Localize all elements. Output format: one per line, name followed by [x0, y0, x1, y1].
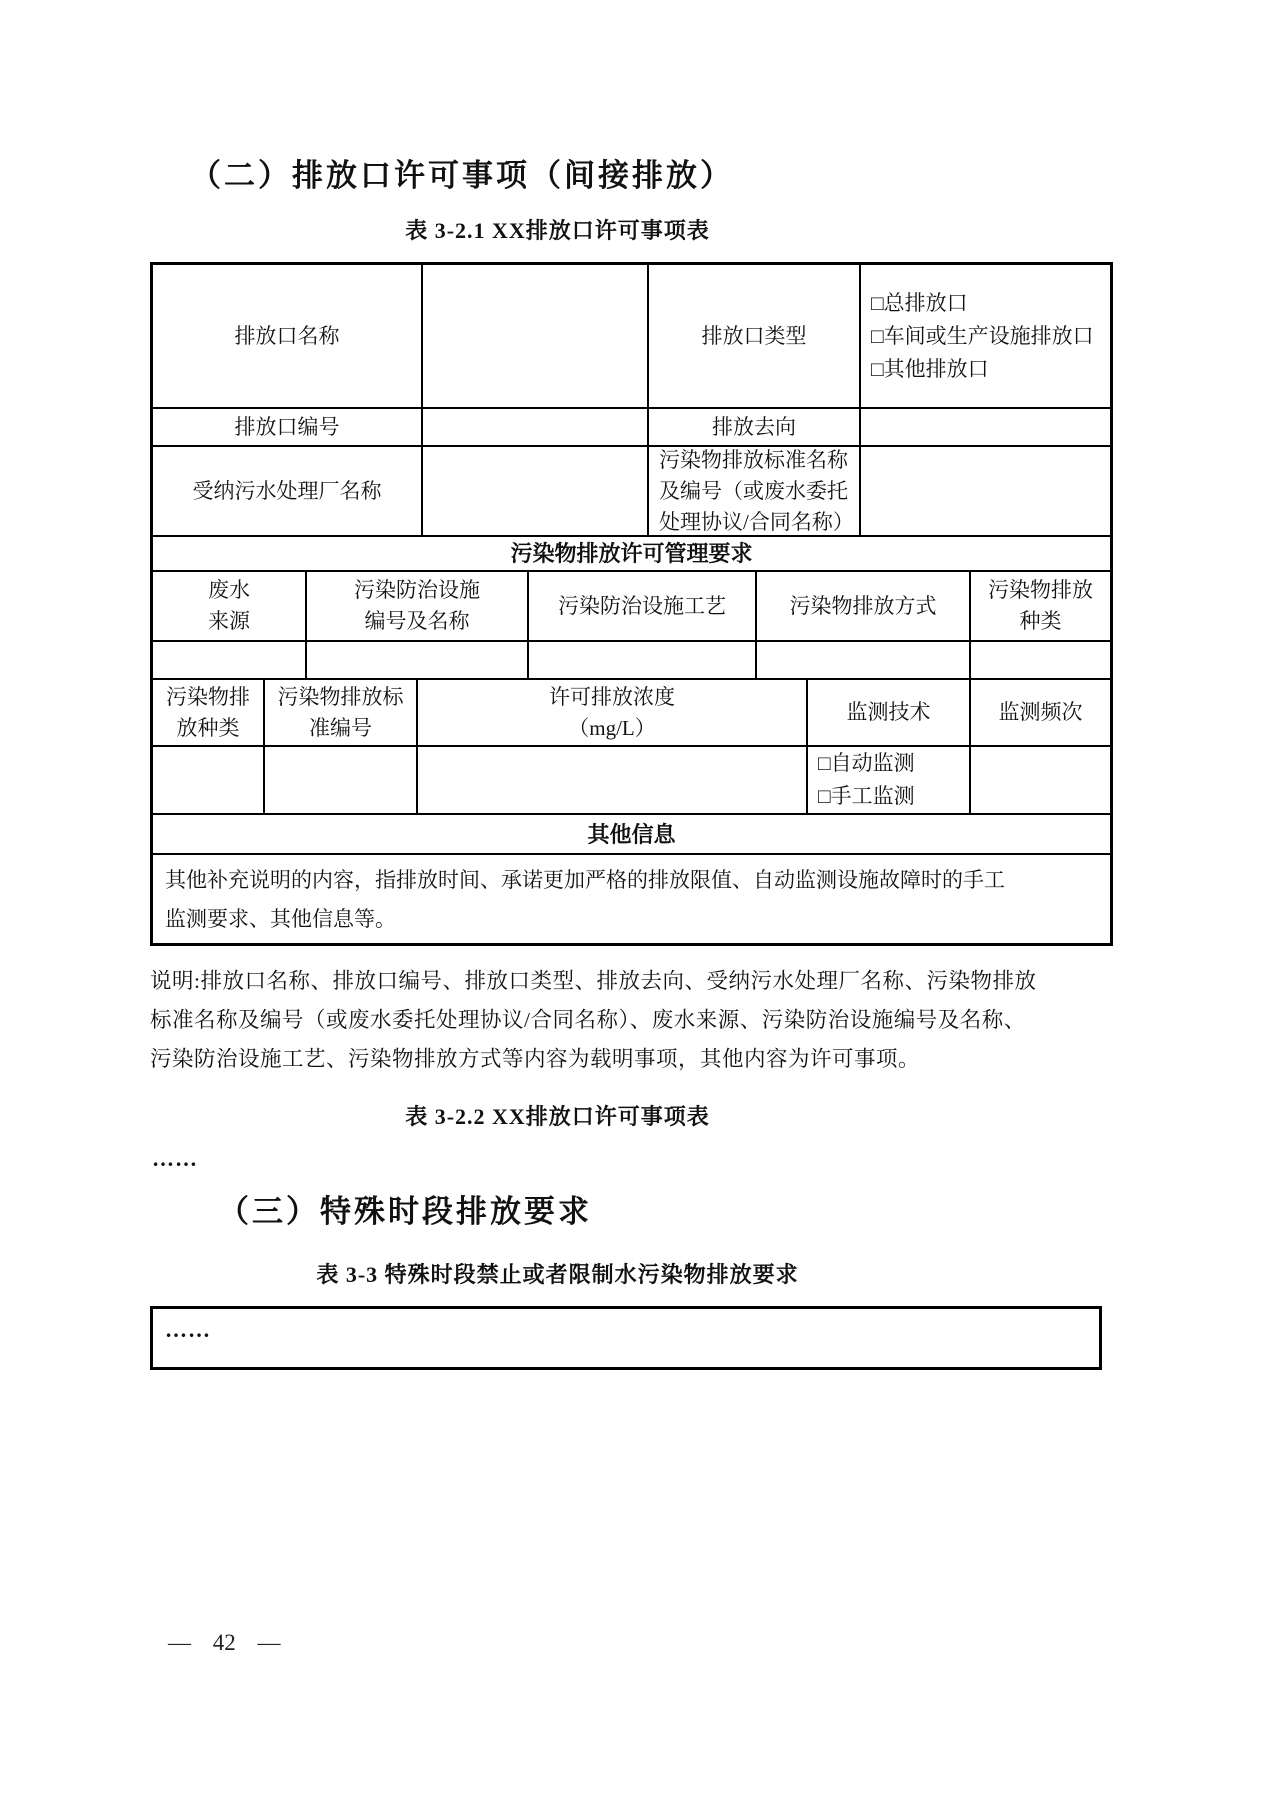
header-standard-code: 污染物排放标 准编号 [265, 680, 418, 745]
header-pollutant-discharge-category: 污染物排 放种类 [153, 680, 265, 745]
treatment-plant-value [423, 447, 649, 535]
section-heading-2: （二）排放口许可事项（间接排放） [190, 158, 734, 193]
page-number: — 42 — [168, 1630, 281, 1655]
header-pollutant-category: 污染物排放 种类 [988, 578, 1093, 633]
table-row-outlet-name [153, 265, 1110, 409]
blank-cell [971, 747, 1110, 813]
outlet-type-options [861, 265, 1110, 407]
blank-cell [153, 642, 307, 678]
table-row-facility-blank [153, 642, 1110, 680]
table3-caption: 表 3-3 特殊时段禁止或者限制水污染物排放要求 [316, 1262, 799, 1287]
standard-name-label: 污染物排放标准名称 及编号（或废水委托 处理协议/合同名称） [649, 447, 861, 535]
table-row-management-header [153, 537, 1110, 572]
treatment-plant-label: 受纳污水处理厂名称 [153, 447, 423, 535]
discharge-direction-label: 排放去向 [649, 409, 861, 445]
table-row-monitor-headers [153, 680, 1110, 747]
checkbox-option-other-outlet: □其他排放口 [871, 356, 989, 381]
outlet-name-value [423, 265, 649, 407]
permit-items-table [150, 262, 1113, 946]
standard-name-value [861, 447, 1110, 535]
table-row-other-info-text [153, 855, 1110, 943]
checkbox-option-manual-monitor: □手工监测 [818, 784, 915, 808]
checkbox-option-total-outlet: □总排放口 [871, 290, 968, 315]
table-row-outlet-code [153, 409, 1110, 447]
header-facility-process: 污染防治设施工艺 [529, 572, 757, 640]
header-monitor-technique: 监测技术 [808, 680, 971, 745]
ellipsis-placeholder-1: …… [152, 1146, 198, 1171]
other-info-text: 其他补充说明的内容，指排放时间、承诺更加严格的排放限值、自动监测设施故障时的手工 监测要求、其他信息等。 [165, 868, 1005, 931]
monitor-technique-options [808, 747, 971, 813]
outlet-type-label: 排放口类型 [649, 265, 861, 407]
outlet-code-label: 排放口编号 [153, 409, 423, 445]
checkbox-option-auto-monitor: □自动监测 [818, 751, 915, 775]
special-period-table-placeholder [150, 1306, 1102, 1370]
blank-cell [529, 642, 757, 678]
ellipsis-placeholder-2: …… [165, 1317, 211, 1342]
discharge-direction-value [861, 409, 1110, 445]
header-discharge-mode: 污染物排放方式 [757, 572, 971, 640]
header-permitted-concentration: 许可排放浓度 （mg/L） [418, 680, 808, 745]
blank-cell [153, 747, 265, 813]
table-row-treatment-plant [153, 447, 1110, 537]
table1-caption: 表 3-2.1 XX排放口许可事项表 [405, 218, 710, 243]
table-row-facility-headers [153, 572, 1110, 642]
header-wastewater-source: 废水 来源 [153, 572, 307, 640]
outlet-name-label: 排放口名称 [153, 265, 423, 407]
checkbox-option-workshop-outlet: □车间或生产设施排放口 [871, 323, 1094, 348]
header-facility-code-name: 污染防治设施 编号及名称 [307, 572, 529, 640]
blank-cell [307, 642, 529, 678]
other-info-header: 其他信息 [587, 821, 676, 847]
table-row-other-info-header [153, 815, 1110, 855]
table1-note: 说明:排放口名称、排放口编号、排放口类型、排放去向、受纳污水处理厂名称、污染物排放 标准名称及编号（或废水委托处理协议/合同名称）、废水来源、污染防治设施编号及名称、 污染防治设施工艺、污染物排放方式等内容为载明事项，其他内容为许可事项。 [150, 969, 1037, 1071]
blank-cell [757, 642, 971, 678]
outlet-code-value [423, 409, 649, 445]
header-monitor-frequency: 监测频次 [998, 700, 1083, 724]
table2-caption: 表 3-2.2 XX排放口许可事项表 [405, 1104, 710, 1129]
management-header: 污染物排放许可管理要求 [510, 541, 753, 566]
blank-cell [418, 747, 808, 813]
table-row-monitor-options [153, 747, 1110, 815]
blank-cell [971, 642, 1110, 678]
section-heading-3: （三）特殊时段排放要求 [218, 1194, 592, 1229]
blank-cell [265, 747, 418, 813]
